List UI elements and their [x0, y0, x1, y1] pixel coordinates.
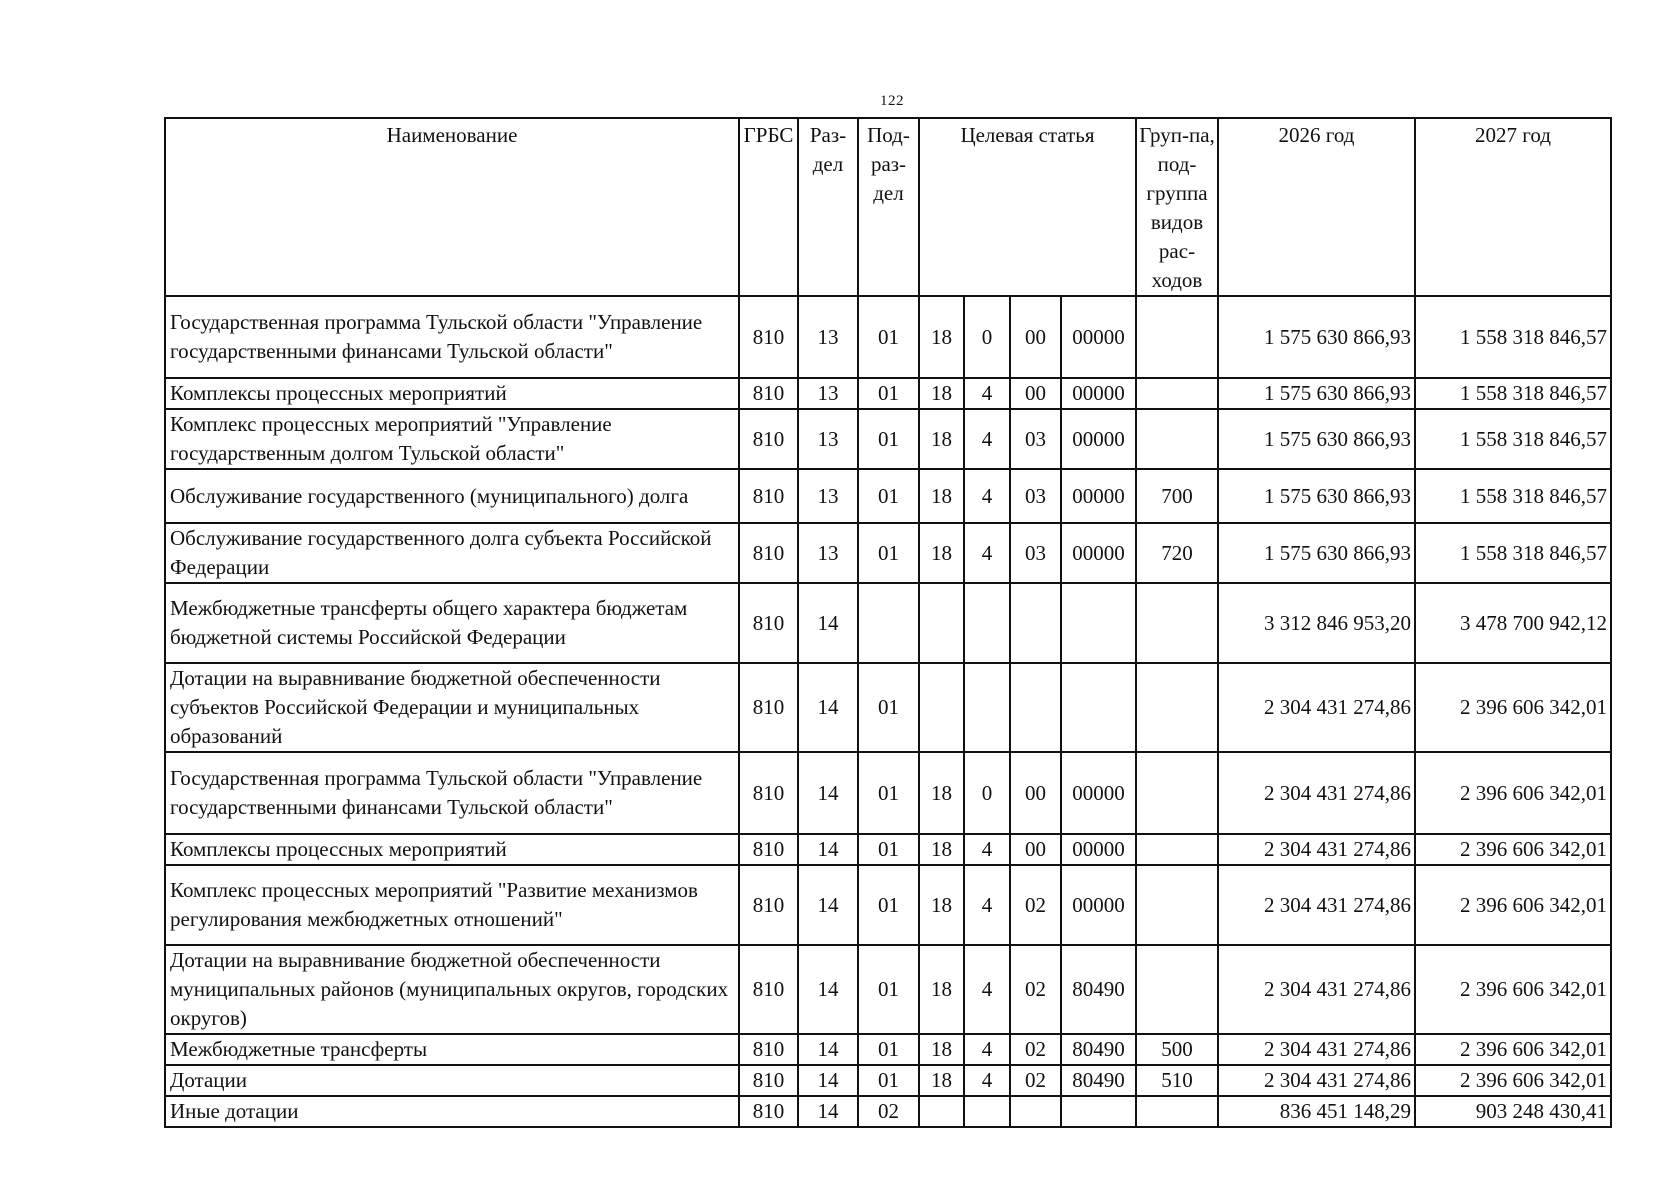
cell-amount-2027: 1 558 318 846,57 — [1415, 409, 1611, 469]
cell-target-complex: 02 — [1010, 945, 1061, 1034]
cell-target-program: 18 — [919, 409, 964, 469]
cell-grbs: 810 — [739, 409, 798, 469]
cell-razdel: 14 — [798, 945, 858, 1034]
cell-target-type: 4 — [964, 409, 1010, 469]
cell-target-complex: 00 — [1010, 378, 1061, 409]
cell-razdel: 14 — [798, 1065, 858, 1096]
cell-razdel: 13 — [798, 296, 858, 378]
cell-target-direction: 80490 — [1061, 1065, 1136, 1096]
cell-target-type: 4 — [964, 523, 1010, 583]
budget-table — [164, 117, 1612, 1128]
cell-amount-2026: 1 575 630 866,93 — [1218, 378, 1415, 409]
cell-razdel: 14 — [798, 1034, 858, 1065]
cell-amount-2026: 1 575 630 866,93 — [1218, 409, 1415, 469]
table-row — [165, 752, 1611, 834]
table-row — [165, 378, 1611, 409]
cell-name: Комплекс процессных мероприятий "Развитие механизмов регулирования межбюджетных отношений" — [165, 865, 739, 945]
header-podrazdel: Под-раз-дел — [858, 118, 919, 296]
cell-expense-group: 500 — [1136, 1034, 1218, 1065]
cell-amount-2027: 2 396 606 342,01 — [1415, 865, 1611, 945]
cell-target-type — [964, 663, 1010, 752]
cell-target-direction: 80490 — [1061, 1034, 1136, 1065]
cell-amount-2026: 1 575 630 866,93 — [1218, 296, 1415, 378]
cell-razdel: 14 — [798, 583, 858, 663]
cell-target-program: 18 — [919, 945, 964, 1034]
cell-amount-2027: 2 396 606 342,01 — [1415, 1065, 1611, 1096]
cell-amount-2027: 903 248 430,41 — [1415, 1096, 1611, 1127]
cell-grbs: 810 — [739, 752, 798, 834]
cell-target-type: 4 — [964, 378, 1010, 409]
cell-target-complex: 02 — [1010, 865, 1061, 945]
cell-name: Дотации на выравнивание бюджетной обеспеченности муниципальных районов (муниципальных округов, городских округов) — [165, 945, 739, 1034]
cell-podrazdel: 01 — [858, 1065, 919, 1096]
cell-amount-2026: 1 575 630 866,93 — [1218, 523, 1415, 583]
cell-grbs: 810 — [739, 865, 798, 945]
cell-target-program — [919, 583, 964, 663]
cell-amount-2026: 2 304 431 274,86 — [1218, 1065, 1415, 1096]
cell-target-type: 4 — [964, 1065, 1010, 1096]
cell-target-direction: 00000 — [1061, 409, 1136, 469]
cell-podrazdel: 01 — [858, 523, 919, 583]
cell-expense-group — [1136, 663, 1218, 752]
cell-podrazdel — [858, 583, 919, 663]
cell-name: Межбюджетные трансферты — [165, 1034, 739, 1065]
cell-expense-group: 510 — [1136, 1065, 1218, 1096]
header-year-2027: 2027 год — [1415, 118, 1611, 296]
cell-expense-group — [1136, 865, 1218, 945]
cell-target-program: 18 — [919, 523, 964, 583]
cell-name: Обслуживание государственного долга субъекта Российской Федерации — [165, 523, 739, 583]
cell-target-direction: 00000 — [1061, 865, 1136, 945]
table-row — [165, 865, 1611, 945]
cell-target-direction: 00000 — [1061, 834, 1136, 865]
cell-target-type: 4 — [964, 469, 1010, 523]
cell-target-complex: 00 — [1010, 296, 1061, 378]
cell-target-type: 4 — [964, 945, 1010, 1034]
cell-target-direction — [1061, 1096, 1136, 1127]
cell-amount-2026: 2 304 431 274,86 — [1218, 663, 1415, 752]
cell-target-type — [964, 1096, 1010, 1127]
cell-name: Комплексы процессных мероприятий — [165, 378, 739, 409]
cell-razdel: 13 — [798, 523, 858, 583]
table-row — [165, 834, 1611, 865]
cell-amount-2026: 836 451 148,29 — [1218, 1096, 1415, 1127]
cell-amount-2027: 1 558 318 846,57 — [1415, 523, 1611, 583]
cell-grbs: 810 — [739, 469, 798, 523]
cell-name: Дотации на выравнивание бюджетной обеспеченности субъектов Российской Федерации и муниципальных образований — [165, 663, 739, 752]
cell-podrazdel: 01 — [858, 834, 919, 865]
cell-target-complex — [1010, 663, 1061, 752]
cell-expense-group — [1136, 752, 1218, 834]
cell-target-program — [919, 663, 964, 752]
cell-expense-group: 700 — [1136, 469, 1218, 523]
cell-razdel: 14 — [798, 1096, 858, 1127]
cell-name: Комплексы процессных мероприятий — [165, 834, 739, 865]
cell-amount-2026: 2 304 431 274,86 — [1218, 865, 1415, 945]
cell-target-direction: 00000 — [1061, 469, 1136, 523]
cell-expense-group — [1136, 945, 1218, 1034]
cell-target-program: 18 — [919, 1034, 964, 1065]
header-razdel: Раз-дел — [798, 118, 858, 296]
cell-razdel: 13 — [798, 409, 858, 469]
cell-podrazdel: 01 — [858, 469, 919, 523]
cell-expense-group — [1136, 378, 1218, 409]
cell-target-complex: 00 — [1010, 834, 1061, 865]
cell-razdel: 13 — [798, 378, 858, 409]
cell-target-complex: 02 — [1010, 1065, 1061, 1096]
cell-target-program: 18 — [919, 865, 964, 945]
cell-razdel: 14 — [798, 834, 858, 865]
cell-amount-2027: 1 558 318 846,57 — [1415, 378, 1611, 409]
cell-target-type: 4 — [964, 865, 1010, 945]
cell-target-program: 18 — [919, 834, 964, 865]
cell-name: Иные дотации — [165, 1096, 739, 1127]
cell-target-type: 4 — [964, 1034, 1010, 1065]
cell-target-type: 0 — [964, 296, 1010, 378]
cell-target-type — [964, 583, 1010, 663]
table-row — [165, 1034, 1611, 1065]
cell-grbs: 810 — [739, 663, 798, 752]
cell-name: Дотации — [165, 1065, 739, 1096]
cell-target-complex — [1010, 583, 1061, 663]
cell-grbs: 810 — [739, 834, 798, 865]
cell-name: Государственная программа Тульской области "Управление государственными финансами Тульской области" — [165, 296, 739, 378]
table-body — [165, 296, 1611, 1127]
cell-razdel: 13 — [798, 469, 858, 523]
cell-target-direction: 80490 — [1061, 945, 1136, 1034]
cell-grbs: 810 — [739, 378, 798, 409]
cell-name: Комплекс процессных мероприятий "Управление государственным долгом Тульской области" — [165, 409, 739, 469]
table-row — [165, 663, 1611, 752]
cell-razdel: 14 — [798, 865, 858, 945]
cell-razdel: 14 — [798, 663, 858, 752]
cell-grbs: 810 — [739, 945, 798, 1034]
table-row — [165, 583, 1611, 663]
cell-target-type: 0 — [964, 752, 1010, 834]
cell-target-program: 18 — [919, 378, 964, 409]
table-row — [165, 296, 1611, 378]
cell-grbs: 810 — [739, 583, 798, 663]
cell-expense-group — [1136, 834, 1218, 865]
table-row — [165, 1065, 1611, 1096]
cell-grbs: 810 — [739, 523, 798, 583]
cell-amount-2027: 2 396 606 342,01 — [1415, 834, 1611, 865]
table-row — [165, 469, 1611, 523]
header-name: Наименование — [165, 118, 739, 296]
cell-expense-group: 720 — [1136, 523, 1218, 583]
cell-amount-2027: 2 396 606 342,01 — [1415, 752, 1611, 834]
cell-target-direction — [1061, 583, 1136, 663]
table-row — [165, 523, 1611, 583]
cell-amount-2027: 1 558 318 846,57 — [1415, 296, 1611, 378]
cell-podrazdel: 01 — [858, 752, 919, 834]
cell-amount-2026: 2 304 431 274,86 — [1218, 945, 1415, 1034]
cell-target-direction: 00000 — [1061, 752, 1136, 834]
cell-target-program: 18 — [919, 469, 964, 523]
cell-amount-2026: 3 312 846 953,20 — [1218, 583, 1415, 663]
cell-expense-group — [1136, 1096, 1218, 1127]
cell-podrazdel: 01 — [858, 945, 919, 1034]
cell-amount-2026: 2 304 431 274,86 — [1218, 834, 1415, 865]
cell-podrazdel: 01 — [858, 663, 919, 752]
cell-amount-2026: 1 575 630 866,93 — [1218, 469, 1415, 523]
cell-amount-2027: 2 396 606 342,01 — [1415, 945, 1611, 1034]
cell-target-program — [919, 1096, 964, 1127]
table-header-row — [165, 118, 1611, 296]
cell-target-direction: 00000 — [1061, 378, 1136, 409]
cell-grbs: 810 — [739, 1096, 798, 1127]
cell-grbs: 810 — [739, 1065, 798, 1096]
header-target-article: Целевая статья — [919, 118, 1136, 296]
cell-target-program: 18 — [919, 296, 964, 378]
cell-podrazdel: 01 — [858, 296, 919, 378]
cell-grbs: 810 — [739, 296, 798, 378]
cell-target-complex: 02 — [1010, 1034, 1061, 1065]
header-grbs: ГРБС — [739, 118, 798, 296]
cell-target-program: 18 — [919, 1065, 964, 1096]
cell-amount-2027: 2 396 606 342,01 — [1415, 1034, 1611, 1065]
page-number: 122 — [880, 93, 904, 109]
cell-amount-2026: 2 304 431 274,86 — [1218, 1034, 1415, 1065]
cell-expense-group — [1136, 296, 1218, 378]
cell-amount-2026: 2 304 431 274,86 — [1218, 752, 1415, 834]
cell-expense-group — [1136, 409, 1218, 469]
cell-podrazdel: 01 — [858, 378, 919, 409]
table-row — [165, 945, 1611, 1034]
cell-name: Обслуживание государственного (муниципального) долга — [165, 469, 739, 523]
cell-podrazdel: 02 — [858, 1096, 919, 1127]
cell-amount-2027: 1 558 318 846,57 — [1415, 469, 1611, 523]
cell-target-complex: 03 — [1010, 523, 1061, 583]
cell-target-complex: 03 — [1010, 409, 1061, 469]
cell-target-complex: 03 — [1010, 469, 1061, 523]
cell-amount-2027: 2 396 606 342,01 — [1415, 663, 1611, 752]
cell-name: Государственная программа Тульской области "Управление государственными финансами Тульской области" — [165, 752, 739, 834]
header-year-2026: 2026 год — [1218, 118, 1415, 296]
cell-podrazdel: 01 — [858, 409, 919, 469]
cell-target-direction — [1061, 663, 1136, 752]
table-row — [165, 409, 1611, 469]
cell-podrazdel: 01 — [858, 1034, 919, 1065]
cell-target-type: 4 — [964, 834, 1010, 865]
cell-expense-group — [1136, 583, 1218, 663]
cell-podrazdel: 01 — [858, 865, 919, 945]
cell-target-program: 18 — [919, 752, 964, 834]
table-row — [165, 1096, 1611, 1127]
cell-name: Межбюджетные трансферты общего характера бюджетам бюджетной системы Российской Федерации — [165, 583, 739, 663]
cell-target-direction: 00000 — [1061, 523, 1136, 583]
cell-razdel: 14 — [798, 752, 858, 834]
cell-target-complex: 00 — [1010, 752, 1061, 834]
cell-grbs: 810 — [739, 1034, 798, 1065]
cell-target-direction: 00000 — [1061, 296, 1136, 378]
header-expense-group: Груп-па, под-группа видов рас-ходов — [1136, 118, 1218, 296]
cell-amount-2027: 3 478 700 942,12 — [1415, 583, 1611, 663]
cell-target-complex — [1010, 1096, 1061, 1127]
